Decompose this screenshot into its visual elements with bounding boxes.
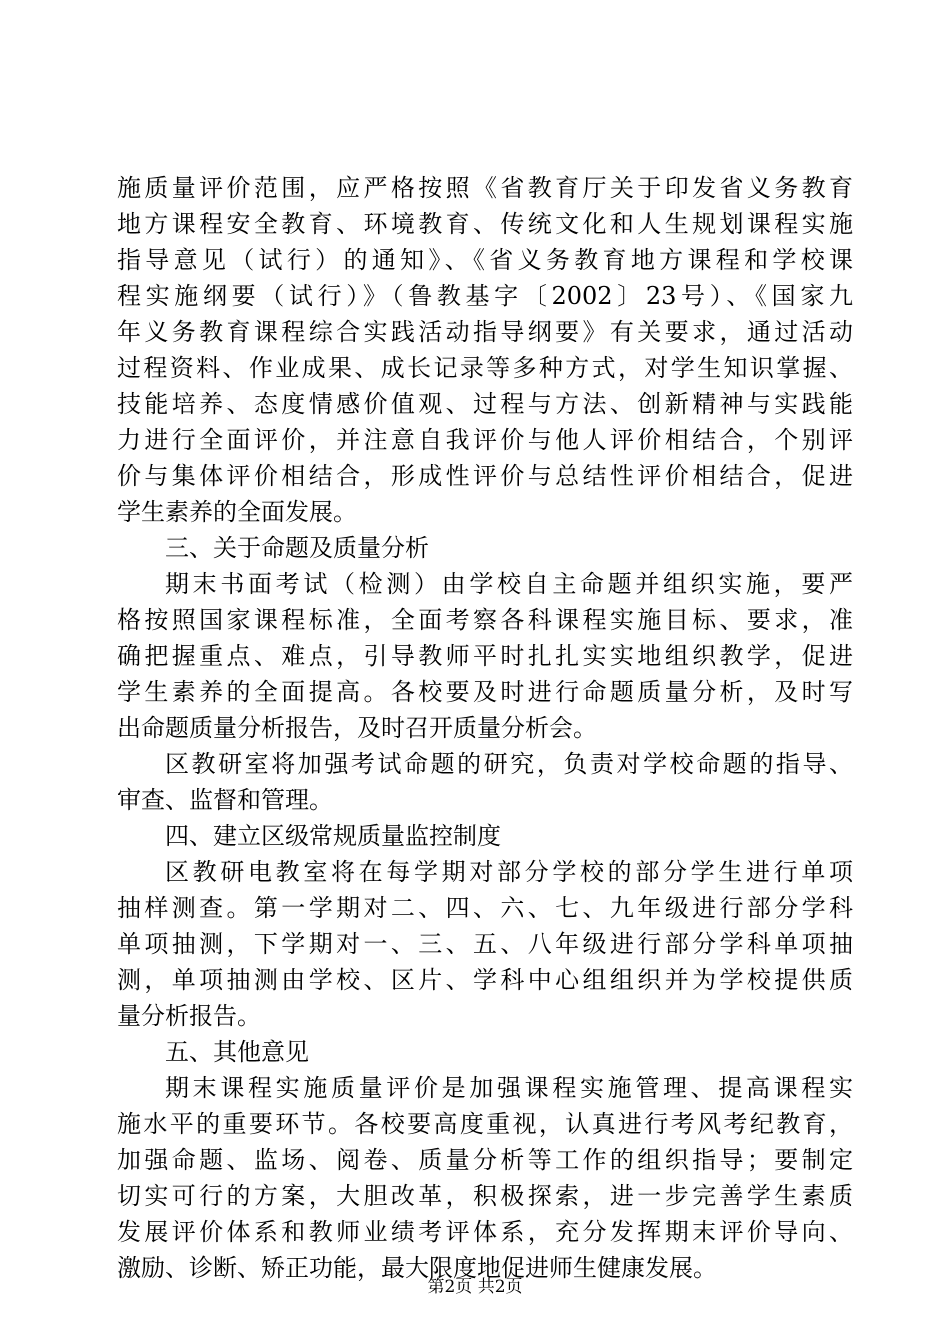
text-line: 施质量评价范围，应严格按照《省教育厅关于印发省义务教育: [117, 174, 853, 202]
text-line: 量分析报告。: [117, 1002, 261, 1030]
text-line: 五、其他意见: [165, 1038, 309, 1066]
text-line: 审查、监督和管理。: [117, 786, 333, 814]
text-line: 确把握重点、难点，引导教师平时扎扎实实地组织教学，促进: [117, 642, 853, 670]
text-line: 技能培养、态度情感价值观、过程与方法、创新精神与实践能: [117, 390, 853, 418]
text-line: 测，单项抽测由学校、区片、学科中心组组织并为学校提供质: [117, 966, 853, 994]
text-line: 施水平的重要环节。各校要高度重视，认真进行考风考纪教育，: [117, 1110, 853, 1138]
text-line: 加强命题、监场、阅卷、质量分析等工作的组织指导；要制定: [117, 1146, 853, 1174]
text-line: 出命题质量分析报告，及时召开质量分析会。: [117, 714, 597, 742]
text-line: 年义务教育课程综合实践活动指导纲要》有关要求，通过活动: [117, 318, 853, 346]
text-line: 价与集体评价相结合，形成性评价与总结性评价相结合，促进: [117, 462, 853, 490]
text-line: 学生素养的全面提高。各校要及时进行命题质量分析，及时写: [117, 678, 853, 706]
text-line: 抽样测查。第一学期对二、四、六、七、九年级进行部分学科: [117, 894, 853, 922]
text-line: 区教研电教室将在每学期对部分学校的部分学生进行单项: [165, 858, 853, 886]
text-line: 切实可行的方案，大胆改革，积极探索，进一步完善学生素质: [117, 1182, 853, 1210]
text-line: 过程资料、作业成果、成长记录等多种方式，对学生知识掌握、: [117, 354, 853, 382]
text-line: 程实施纲要（试行）》（鲁教基字〔2002〕23号）、《国家九: [117, 282, 853, 310]
text-line: 力进行全面评价，并注意自我评价与他人评价相结合，个别评: [117, 426, 853, 454]
text-line: 三、关于命题及质量分析: [165, 534, 429, 562]
text-line: 地方课程安全教育、环境教育、传统文化和人生规划课程实施: [117, 210, 853, 238]
text-line: 格按照国家课程标准，全面考察各科课程实施目标、要求，准: [117, 606, 853, 634]
text-line: 学生素养的全面发展。: [117, 498, 357, 526]
text-line: 区教研室将加强考试命题的研究，负责对学校命题的指导、: [165, 750, 853, 778]
text-line: 激励、诊断、矫正功能，最大限度地促进师生健康发展。: [117, 1254, 717, 1282]
text-line: 指导意见（试行）的通知》、《省义务教育地方课程和学校课: [117, 246, 853, 274]
document-body: [117, 170, 853, 1286]
page-number-footer: 第2页 共2页: [427, 1277, 523, 1297]
text-line: 期末书面考试（检测）由学校自主命题并组织实施，要严: [165, 570, 853, 598]
text-line: 期末课程实施质量评价是加强课程实施管理、提高课程实: [165, 1074, 853, 1102]
text-line: 四、建立区级常规质量监控制度: [165, 822, 501, 850]
text-line: 单项抽测，下学期对一、三、五、八年级进行部分学科单项抽: [117, 930, 853, 958]
text-line: 发展评价体系和教师业绩考评体系，充分发挥期末评价导向、: [117, 1218, 853, 1246]
